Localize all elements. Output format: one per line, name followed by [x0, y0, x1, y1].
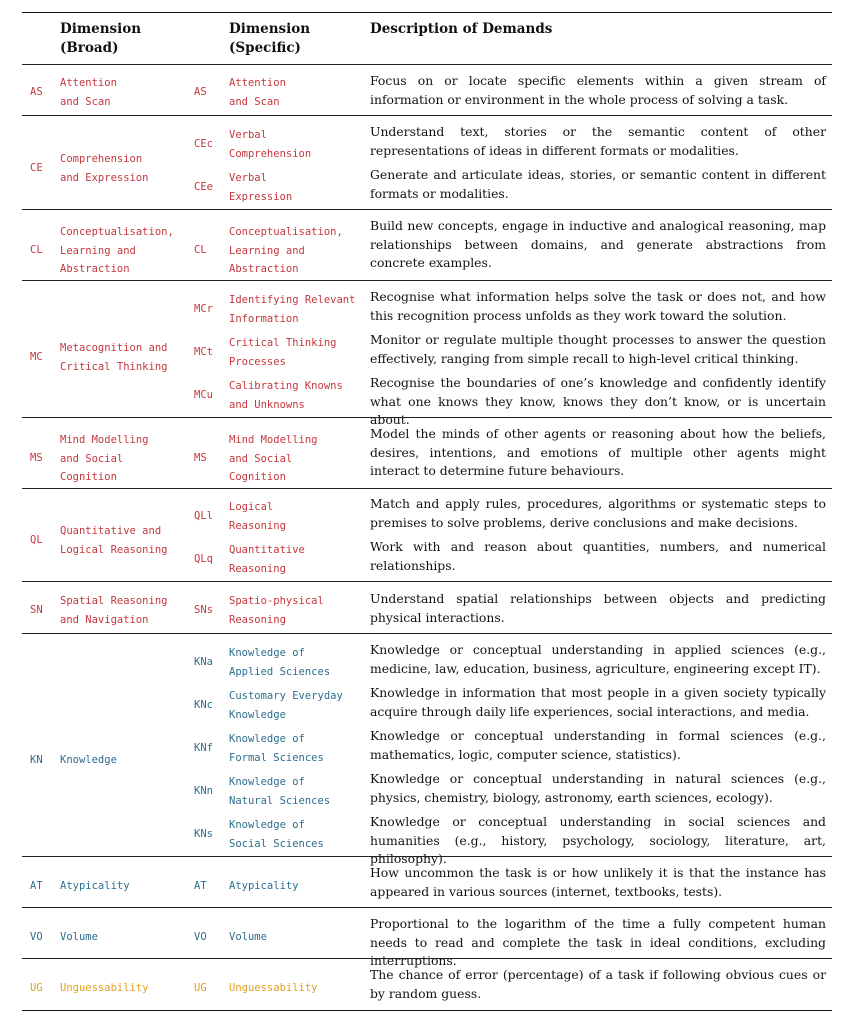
demand-description: Understand text, stories or the semantic content of other representations of ideas in different formats or modalities. — [370, 124, 826, 158]
specific-code: QLl — [194, 510, 213, 522]
specific-name: Verbal Comprehension — [229, 129, 312, 160]
specific-code: KNn — [194, 785, 213, 797]
specific-code: KNf — [194, 742, 213, 754]
specific-code: MCu — [194, 389, 213, 401]
broad-name: Knowledge — [60, 754, 117, 766]
specific-name: Knowledge of Applied Sciences — [229, 647, 331, 678]
specific-code: SNs — [194, 604, 213, 616]
specific-code: AT — [194, 880, 207, 892]
broad-name: Quantitative and Logical Reasoning — [60, 525, 168, 556]
demand-description: How uncommon the task is or how unlikely it is that the instance has appeared in various sources (internet, textbooks, tests). — [370, 865, 826, 899]
demand-description: Knowledge or conceptual understanding in applied sciences (e.g., medicine, law, education, business, agriculture, engineering except IT). — [370, 642, 826, 676]
specific-name: Critical Thinking Processes — [229, 337, 337, 368]
broad-name: Spatial Reasoning and Navigation — [60, 595, 168, 626]
header-specific-line2: (Specific) — [229, 40, 301, 56]
broad-name: Mind Modelling and Social Cognition — [60, 434, 149, 483]
broad-name: Unguessability — [60, 982, 149, 994]
broad-code: SN — [30, 604, 43, 616]
demand-description: Work with and reason about quantities, numbers, and numerical relationships. — [370, 539, 826, 573]
demand-description: Understand spatial relationships between objects and predicting physical interactions. — [370, 591, 826, 625]
demand-description: Focus on or locate specific elements within a given stream of information or environment in the whole process of solving a task. — [370, 73, 826, 107]
demand-description: Monitor or regulate multiple thought processes to answer the question effectively, ranging from simple recall to high-level critical thinking. — [370, 332, 826, 366]
group-divider — [22, 856, 832, 857]
demand-description: Generate and articulate ideas, stories, or semantic content in different formats or modalities. — [370, 167, 826, 201]
specific-code: KNc — [194, 699, 213, 711]
specific-name: Quantitative Reasoning — [229, 544, 305, 575]
specific-name: Unguessability — [229, 982, 318, 994]
demand-description: Knowledge or conceptual understanding in natural sciences (e.g., physics, chemistry, biology, astronomy, earth sciences, ecology). — [370, 771, 826, 805]
header-rule — [22, 64, 832, 65]
broad-code: CE — [30, 162, 43, 174]
table-top-rule — [22, 12, 832, 13]
broad-code: CL — [30, 244, 43, 256]
specific-code: AS — [194, 86, 207, 98]
broad-name: Comprehension and Expression — [60, 153, 149, 184]
specific-code: KNa — [194, 656, 213, 668]
header-specific — [229, 20, 310, 58]
specific-name: Knowledge of Formal Sciences — [229, 733, 324, 764]
broad-code: VO — [30, 931, 43, 943]
specific-name: Customary Everyday Knowledge — [229, 690, 343, 721]
broad-name: Atypicality — [60, 880, 130, 892]
broad-code: KN — [30, 754, 43, 766]
specific-name: Attention and Scan — [229, 77, 286, 108]
demand-description: Knowledge or conceptual understanding in formal sciences (e.g., mathematics, logic, computer science, statistics). — [370, 728, 826, 762]
broad-code: MS — [30, 452, 43, 464]
specific-name: Spatio-physical Reasoning — [229, 595, 324, 626]
group-divider — [22, 417, 832, 418]
specific-code: MCr — [194, 303, 213, 315]
specific-code: MCt — [194, 346, 213, 358]
demand-description: Knowledge in information that most people in a given society typically acquire through daily life experiences, social interactions, and media. — [370, 685, 826, 719]
header-specific-line1: Dimension — [229, 21, 311, 37]
broad-name: Metacognition and Critical Thinking — [60, 342, 168, 373]
group-divider — [22, 633, 832, 634]
specific-name: Identifying Relevant Information — [229, 294, 356, 325]
group-divider — [22, 581, 832, 582]
broad-name: Attention and Scan — [60, 77, 117, 108]
demand-description: Knowledge or conceptual understanding in social sciences and humanities (e.g., history, psychology, sociology, literature, art, philosophy). — [370, 814, 826, 866]
group-divider — [22, 115, 832, 116]
specific-name: Logical Reasoning — [229, 501, 286, 532]
demand-description: Recognise what information helps solve the task or does not, and how this recognition process unfolds as they work toward the solution. — [370, 289, 826, 323]
specific-name: Atypicality — [229, 880, 299, 892]
specific-name: Conceptualisation, Learning and Abstraction — [229, 226, 343, 275]
specific-code: VO — [194, 931, 207, 943]
header-broad-line1: Dimension — [60, 21, 142, 37]
broad-code: UG — [30, 982, 43, 994]
group-divider — [22, 488, 832, 489]
broad-code: AT — [30, 880, 43, 892]
specific-name: Calibrating Knowns and Unknowns — [229, 380, 343, 411]
specific-name: Mind Modelling and Social Cognition — [229, 434, 318, 483]
specific-code: KNs — [194, 828, 213, 840]
demand-description: Recognise the boundaries of one’s knowledge and confidently identify what one knows they know, knows they don’t know, or is uncertain about. — [370, 375, 826, 427]
specific-name: Verbal Expression — [229, 172, 293, 203]
broad-code: AS — [30, 86, 43, 98]
specific-code: CEe — [194, 181, 213, 193]
demand-description: Model the minds of other agents or reasoning about how the beliefs, desires, intentions, and emotions of multiple other agents might interact to determine future behaviours. — [370, 426, 826, 478]
broad-name: Volume — [60, 931, 98, 943]
specific-code: QLq — [194, 553, 213, 565]
demand-description: Build new concepts, engage in inductive and analogical reasoning, map relationships between domains, and generate abstractions from concrete examples. — [370, 218, 826, 270]
specific-name: Knowledge of Natural Sciences — [229, 776, 331, 807]
group-divider — [22, 280, 832, 281]
header-broad-line2: (Broad) — [60, 40, 119, 56]
broad-name: Conceptualisation, Learning and Abstraction — [60, 226, 174, 275]
group-divider — [22, 958, 832, 959]
specific-code: CEc — [194, 138, 213, 150]
header-description-text: Description of Demands — [370, 21, 553, 37]
demand-description: Proportional to the logarithm of the time a fully competent human needs to read and complete the task in ideal conditions, excluding interruptions. — [370, 916, 826, 968]
demand-description: The chance of error (percentage) of a task if following obvious cues or by random guess. — [370, 967, 826, 1001]
header-broad — [60, 20, 141, 58]
table-bottom-rule — [22, 1010, 832, 1011]
specific-name: Volume — [229, 931, 267, 943]
specific-code: UG — [194, 982, 207, 994]
header-description — [370, 20, 552, 39]
specific-name: Knowledge of Social Sciences — [229, 819, 324, 850]
broad-code: MC — [30, 351, 43, 363]
broad-code: QL — [30, 534, 43, 546]
group-divider — [22, 209, 832, 210]
specific-code: MS — [194, 452, 207, 464]
specific-code: CL — [194, 244, 207, 256]
demand-description: Match and apply rules, procedures, algorithms or systematic steps to premises to solve problems, derive conclusions and make decisions. — [370, 496, 826, 530]
group-divider — [22, 907, 832, 908]
